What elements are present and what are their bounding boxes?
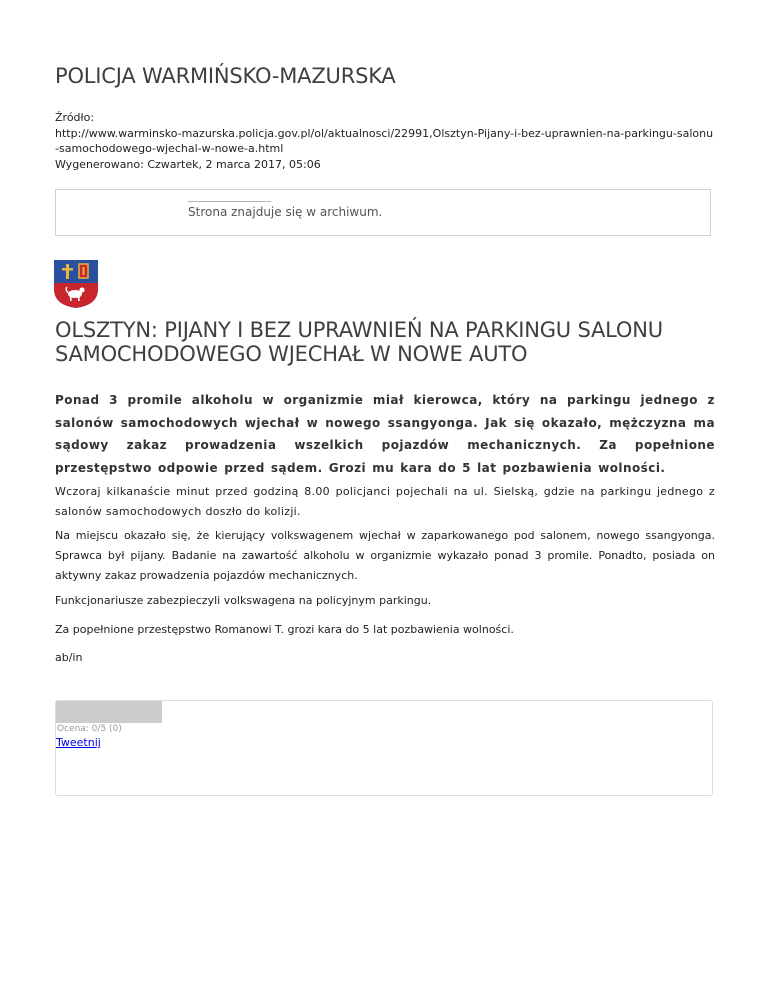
article-title: OLSZTYN: PIJANY I BEZ UPRAWNIEŃ NA PARKINGU SALONU SAMOCHODOWEGO WJECHAŁ W NOWE AUTO: [55, 318, 663, 366]
article-lead: Ponad 3 promile alkoholu w organizmie miał kierowca, który na parkingu jednego z salonów samochodowych wjechał w nowego ssangyonga. Jak się okazało, mężczyzna ma sądowy zakaz prowadzenia wszelkich pojazdów mechanicznych. Za popełnione przestępstwo odpowie przed sądem. Grozi mu kara do 5 lat pozbawienia wolności.: [55, 393, 715, 475]
archive-notice-text: Strona znajduje się w archiwum.: [188, 205, 383, 219]
article-paragraph: Za popełnione przestępstwo Romanowi T. grozi kara do 5 lat pozbawienia wolności.: [55, 623, 514, 636]
archive-divider: [188, 201, 271, 202]
author-initials: ab/in: [55, 651, 83, 664]
article-paragraph: Wczoraj kilkanaście minut przed godziną 8.00 policjanci pojechali na ul. Sielską, gdzie na parkingu jednego z salonów samochodowych doszło do kolizji.: [55, 485, 715, 518]
generated-timestamp: Wygenerowano: Czwartek, 2 marca 2017, 05:06: [55, 157, 321, 171]
source-url: http://www.warminsko-mazurska.policja.gov.pl/ol/aktualnosci/22991,Olsztyn-Pijany-i-bez-uprawnien-na-parkingu-salonu-samochodowego-wjechal-w-nowe-a.html: [55, 126, 714, 155]
rating-panel: [55, 700, 713, 796]
site-title: POLICJA WARMIŃSKO-MAZURSKA: [55, 64, 396, 88]
archive-notice-box: [55, 189, 711, 236]
article-paragraph: Na miejscu okazało się, że kierujący volkswagenem wjechał w zaparkowanego pod salonem, nowego ssangyonga. Sprawca był pijany. Badanie na zawartość alkoholu w organizmie wykazało ponad 3 promile. Ponadto, posiada on aktywny zakaz prowadzenia pojazdów mechanicznych.: [55, 529, 715, 582]
rating-stars-bar[interactable]: [56, 701, 162, 723]
article-paragraph: Funkcjonariusze zabezpieczyli volkswagena na policyjnym parkingu.: [55, 594, 432, 607]
source-meta: [55, 110, 715, 172]
tweet-link[interactable]: Tweetnij: [56, 736, 101, 749]
source-label: Źródło:: [55, 111, 95, 124]
rating-text: Ocena: 0/5 (0): [57, 724, 122, 734]
coat-of-arms-icon: [53, 259, 99, 309]
